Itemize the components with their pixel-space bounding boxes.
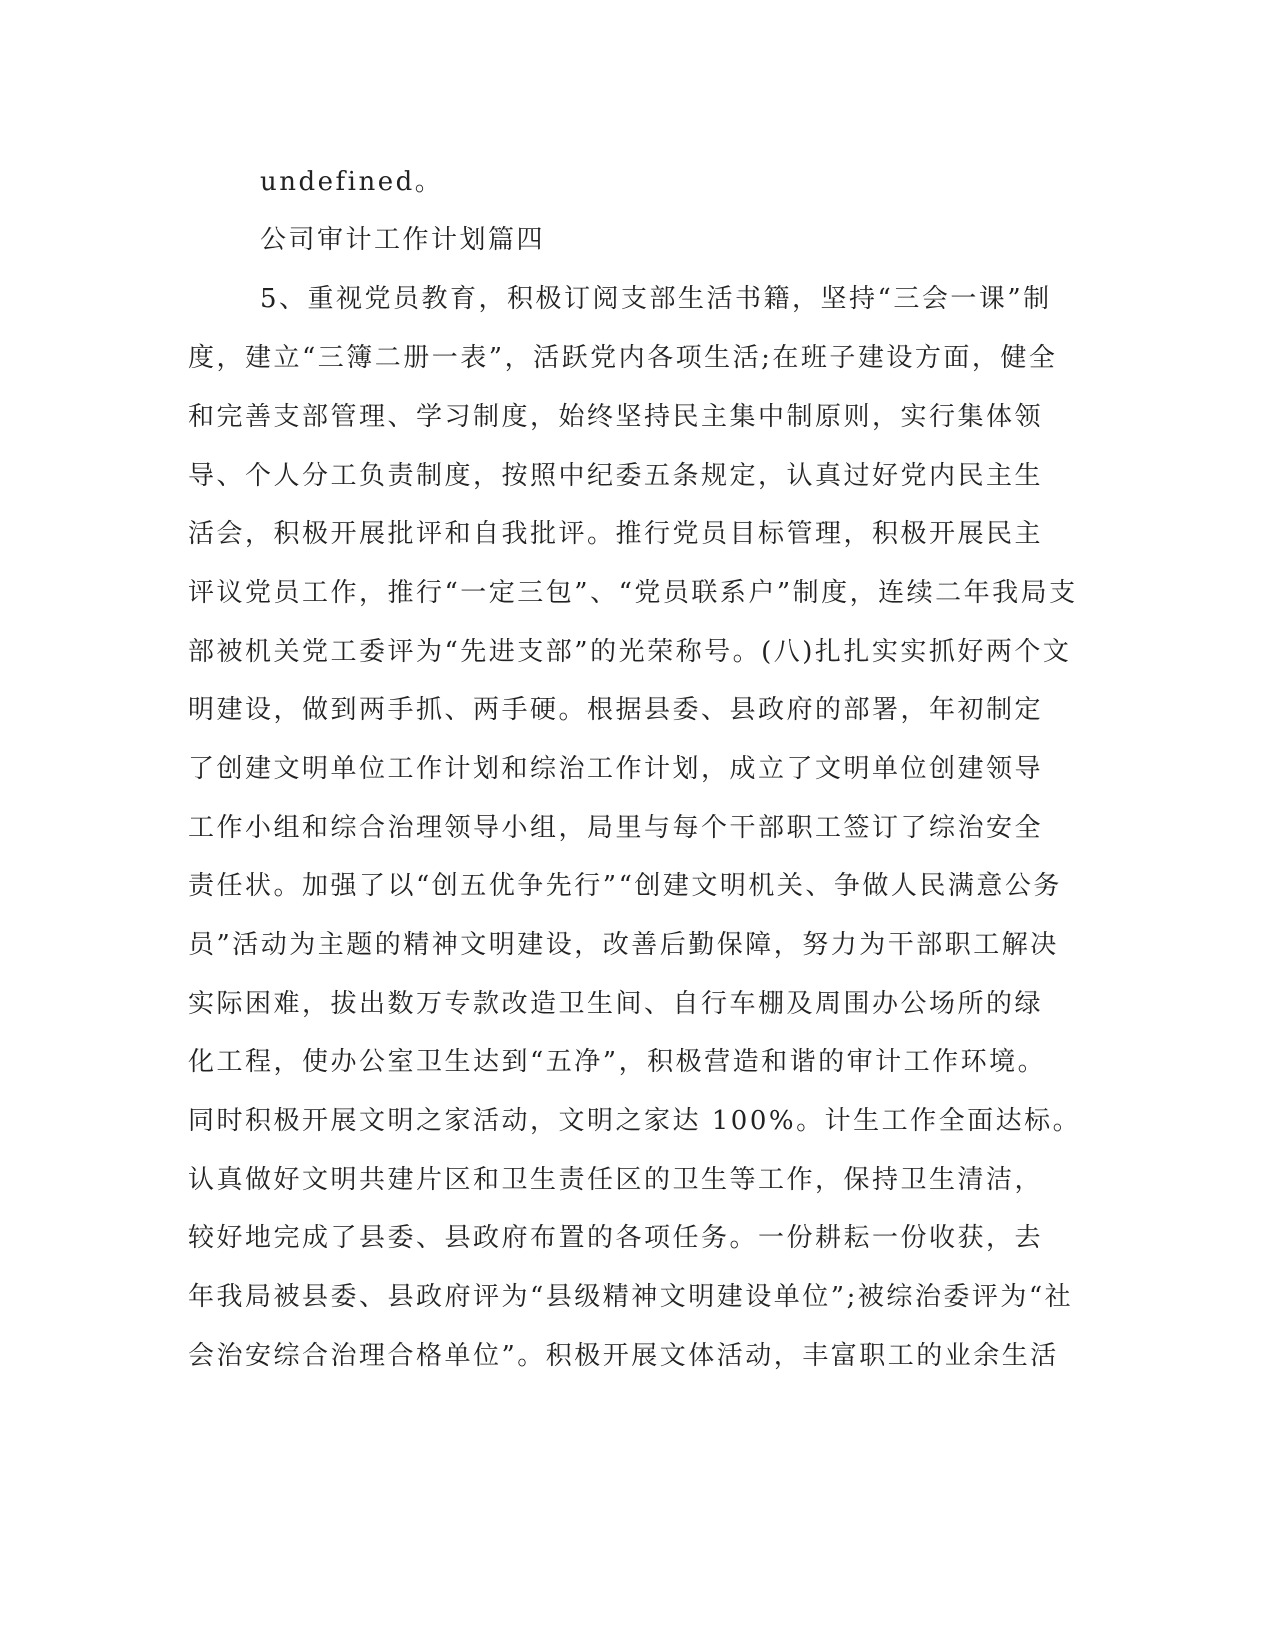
paragraph-line: 年我局被县委、县政府评为“县级精神文明建设单位”;被综治委评为“社 xyxy=(188,1282,1074,1312)
paragraph-line: 工作小组和综合治理领导小组，局里与每个干部职工签订了综治安全 xyxy=(188,813,1044,843)
paragraph-line: 实际困难，拔出数万专款改造卫生间、自行车棚及周围办公场所的绿 xyxy=(188,989,1044,1019)
paragraph-line: 较好地完成了县委、县政府布置的各项任务。一份耕耘一份收获，去 xyxy=(188,1223,1044,1253)
paragraph-line: 了创建文明单位工作计划和综治工作计划，成立了文明单位创建领导 xyxy=(188,754,1044,784)
paragraph-line: 同时积极开展文明之家活动，文明之家达 100%。计生工作全面达标。 xyxy=(188,1106,1082,1136)
paragraph-line: 度，建立“三簿二册一表”，活跃党内各项生活;在班子建设方面，健全 xyxy=(188,343,1058,373)
paragraph-line: 会治安综合治理合格单位”。积极开展文体活动，丰富职工的业余生活 xyxy=(188,1341,1059,1371)
text-line-undefined: undefined。 xyxy=(260,167,444,197)
paragraph-line: 评议党员工作，推行“一定三包”、“党员联系户”制度，连续二年我局支 xyxy=(188,578,1078,608)
paragraph-line: 导、个人分工负责制度，按照中纪委五条规定，认真过好党内民主生 xyxy=(188,461,1044,491)
paragraph-line: 和完善支部管理、学习制度，始终坚持民主集中制原则，实行集体领 xyxy=(188,402,1044,432)
paragraph-line: 认真做好文明共建片区和卫生责任区的卫生等工作，保持卫生清洁， xyxy=(188,1165,1044,1195)
section-heading: 公司审计工作计划篇四 xyxy=(260,225,546,255)
paragraph-line: 5、重视党员教育，积极订阅支部生活书籍，坚持“三会一课”制 xyxy=(260,284,1052,314)
paragraph-line: 部被机关党工委评为“先进支部”的光荣称号。(八)扎扎实实抓好两个文 xyxy=(188,637,1072,667)
paragraph-line: 员”活动为主题的精神文明建设，改善后勤保障，努力为干部职工解决 xyxy=(188,930,1059,960)
paragraph-line: 活会，积极开展批评和自我批评。推行党员目标管理，积极开展民主 xyxy=(188,519,1044,549)
paragraph-line: 化工程，使办公室卫生达到“五净”，积极营造和谐的审计工作环境。 xyxy=(188,1047,1047,1077)
paragraph-line: 责任状。加强了以“创五优争先行”“创建文明机关、争做人民满意公务 xyxy=(188,871,1062,901)
paragraph-line: 明建设，做到两手抓、两手硬。根据县委、县政府的部署，年初制定 xyxy=(188,695,1044,725)
